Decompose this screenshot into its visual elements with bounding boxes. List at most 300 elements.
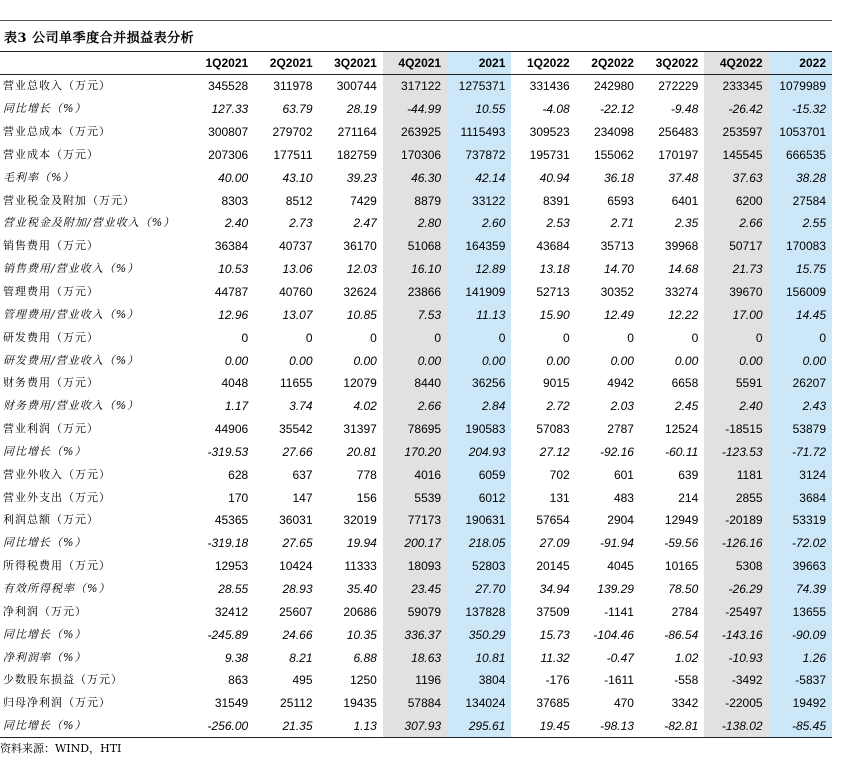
value-cell: 345528 bbox=[208, 79, 249, 94]
value-cell: 3684 bbox=[769, 486, 832, 509]
row-label: 营业税金及附加/营业收入（%） bbox=[3, 216, 176, 230]
value-cell: 28.55 bbox=[218, 581, 249, 596]
value-cell: 182759 bbox=[336, 147, 377, 162]
value-cell: -60.11 bbox=[665, 444, 699, 459]
value-cell: 147 bbox=[292, 490, 313, 505]
value-cell: -10.93 bbox=[704, 646, 768, 669]
value-cell: 63.79 bbox=[282, 102, 313, 117]
table-row bbox=[0, 623, 832, 646]
value-cell: 12079 bbox=[343, 376, 377, 391]
col-header-3q2022: 3Q2022 bbox=[640, 52, 704, 75]
value-cell: 1.02 bbox=[674, 650, 699, 665]
value-cell: 17.00 bbox=[704, 303, 768, 326]
value-cell: -15.32 bbox=[769, 98, 832, 121]
value-cell: 32019 bbox=[343, 513, 377, 528]
row-label: 有效所得税率（%） bbox=[3, 581, 111, 595]
value-cell: 2.80 bbox=[383, 212, 447, 235]
value-cell: 0 bbox=[563, 330, 570, 345]
value-cell: -85.45 bbox=[769, 715, 832, 738]
table-row bbox=[0, 98, 832, 121]
value-cell: 39670 bbox=[704, 281, 768, 304]
value-cell: 145545 bbox=[704, 144, 768, 167]
value-cell: 40.94 bbox=[539, 170, 570, 185]
table-row bbox=[0, 372, 832, 395]
value-cell: 170306 bbox=[383, 144, 447, 167]
value-cell: 32412 bbox=[214, 604, 249, 619]
value-cell: -104.46 bbox=[593, 627, 634, 642]
value-cell: 78695 bbox=[383, 418, 447, 441]
table-row bbox=[0, 212, 832, 235]
value-cell: 1.26 bbox=[769, 646, 832, 669]
value-cell: 272229 bbox=[658, 79, 699, 94]
value-cell: 2787 bbox=[607, 422, 634, 437]
value-cell: 43684 bbox=[536, 239, 570, 254]
value-cell: 2855 bbox=[704, 486, 768, 509]
value-cell: 24.66 bbox=[282, 627, 313, 642]
value-cell: 1079989 bbox=[769, 75, 832, 98]
value-cell: 242980 bbox=[593, 79, 634, 94]
value-cell: 35.40 bbox=[346, 581, 377, 596]
value-cell: 6401 bbox=[671, 193, 699, 208]
value-cell: 13.07 bbox=[282, 307, 313, 322]
table-row bbox=[0, 715, 832, 738]
value-cell: 2.47 bbox=[353, 216, 377, 231]
value-cell: 7.53 bbox=[383, 303, 447, 326]
value-cell: 3124 bbox=[769, 463, 832, 486]
value-cell: 37.48 bbox=[668, 170, 699, 185]
value-cell: 6593 bbox=[607, 193, 634, 208]
value-cell: 4048 bbox=[221, 376, 249, 391]
value-cell: 8.21 bbox=[289, 650, 313, 665]
row-label: 毛利率（%） bbox=[3, 170, 75, 184]
value-cell: 30352 bbox=[600, 285, 634, 300]
value-cell: 19492 bbox=[769, 692, 832, 715]
value-cell: 27.12 bbox=[539, 444, 570, 459]
value-cell: 26207 bbox=[769, 372, 832, 395]
value-cell: 77173 bbox=[383, 509, 447, 532]
value-cell: 0 bbox=[305, 330, 313, 345]
row-label: 营业利润（万元） bbox=[3, 422, 99, 436]
value-cell: 0.00 bbox=[447, 349, 511, 372]
value-cell: 495 bbox=[292, 673, 313, 688]
value-cell: 5308 bbox=[704, 555, 768, 578]
value-cell: -86.54 bbox=[664, 627, 699, 642]
value-cell: 2.43 bbox=[769, 395, 832, 418]
value-cell: 7429 bbox=[350, 193, 377, 208]
value-cell: 4942 bbox=[607, 376, 634, 391]
value-cell: 59079 bbox=[383, 600, 447, 623]
value-cell: 78.50 bbox=[668, 581, 699, 596]
value-cell: 9.38 bbox=[224, 650, 249, 665]
value-cell: 20.81 bbox=[346, 444, 377, 459]
value-cell: -256.00 bbox=[190, 715, 254, 738]
value-cell: 2.55 bbox=[769, 212, 832, 235]
value-cell: -123.53 bbox=[704, 441, 768, 464]
value-cell: 666535 bbox=[769, 144, 832, 167]
value-cell: 0.00 bbox=[769, 349, 832, 372]
value-cell: 234098 bbox=[593, 125, 634, 140]
value-cell: 18093 bbox=[383, 555, 447, 578]
income-statement-table bbox=[0, 51, 832, 738]
value-cell: 0 bbox=[447, 326, 511, 349]
value-cell: 336.37 bbox=[383, 623, 447, 646]
value-cell: 40.00 bbox=[218, 170, 249, 185]
value-cell: 8512 bbox=[285, 193, 313, 208]
row-label: 同比增长（%） bbox=[3, 444, 87, 458]
value-cell: 11655 bbox=[280, 376, 313, 391]
value-cell: 4.02 bbox=[353, 399, 377, 414]
table-row bbox=[0, 578, 832, 601]
value-cell: 43.10 bbox=[282, 170, 313, 185]
table-row bbox=[0, 281, 832, 304]
col-header-2021: 2021 bbox=[447, 52, 511, 75]
value-cell: 12.03 bbox=[346, 262, 377, 277]
value-cell: 16.10 bbox=[383, 258, 447, 281]
col-header-2q2021: 2Q2021 bbox=[254, 52, 318, 75]
value-cell: 15.73 bbox=[539, 627, 570, 642]
value-cell: 200.17 bbox=[383, 532, 447, 555]
value-cell: 12524 bbox=[664, 422, 699, 437]
value-cell: -44.99 bbox=[383, 98, 447, 121]
table-row bbox=[0, 600, 832, 623]
value-cell: -1141 bbox=[604, 604, 634, 619]
value-cell: -26.42 bbox=[704, 98, 768, 121]
value-cell: 5591 bbox=[704, 372, 768, 395]
value-cell: 2.40 bbox=[224, 216, 249, 231]
value-cell: 2.40 bbox=[704, 395, 768, 418]
value-cell: 46.30 bbox=[383, 166, 447, 189]
value-cell: -9.48 bbox=[670, 102, 699, 117]
value-cell: 0.00 bbox=[546, 353, 570, 368]
row-label: 营业总成本（万元） bbox=[3, 125, 111, 139]
col-header-1q2021: 1Q2021 bbox=[190, 52, 254, 75]
value-cell: -319.18 bbox=[207, 536, 249, 551]
value-cell: 19.94 bbox=[346, 536, 377, 551]
value-cell: 10.35 bbox=[346, 627, 377, 642]
row-label: 财务费用（万元） bbox=[3, 376, 99, 390]
value-cell: -90.09 bbox=[769, 623, 832, 646]
value-cell: -92.16 bbox=[599, 444, 634, 459]
value-cell: 57884 bbox=[383, 692, 447, 715]
value-cell: 628 bbox=[228, 467, 249, 482]
value-cell: 256483 bbox=[658, 125, 699, 140]
value-cell: 0.00 bbox=[353, 353, 377, 368]
value-cell: 233345 bbox=[704, 75, 768, 98]
value-cell: 27.70 bbox=[447, 578, 511, 601]
row-label: 同比增长（%） bbox=[3, 102, 87, 116]
row-label: 销售费用（万元） bbox=[3, 239, 99, 253]
value-cell: 31397 bbox=[343, 422, 377, 437]
value-cell: 311978 bbox=[273, 79, 313, 94]
row-label: 研发费用/营业收入（%） bbox=[3, 353, 140, 367]
row-label: 所得税费用（万元） bbox=[3, 559, 111, 573]
value-cell: 8879 bbox=[383, 189, 447, 212]
value-cell: -82.81 bbox=[640, 715, 704, 738]
value-cell: 156 bbox=[356, 490, 377, 505]
table-row bbox=[0, 75, 832, 98]
value-cell: 170 bbox=[228, 490, 249, 505]
value-cell: 0.00 bbox=[224, 353, 249, 368]
value-cell: 2784 bbox=[671, 604, 699, 619]
value-cell: 19435 bbox=[343, 696, 377, 711]
value-cell: 177511 bbox=[273, 147, 313, 162]
value-cell: 35542 bbox=[279, 422, 313, 437]
value-cell: 2.66 bbox=[383, 395, 447, 418]
col-header-4q2021: 4Q2021 bbox=[383, 52, 447, 75]
value-cell: -319.53 bbox=[207, 444, 249, 459]
value-cell: -71.72 bbox=[769, 441, 832, 464]
value-cell: 2.53 bbox=[546, 216, 570, 231]
value-cell: 1275371 bbox=[447, 75, 511, 98]
value-cell: -22005 bbox=[704, 692, 768, 715]
value-cell: 10.55 bbox=[447, 98, 511, 121]
value-cell: 12.49 bbox=[603, 307, 634, 322]
value-cell: 36384 bbox=[214, 239, 249, 254]
value-cell: 6012 bbox=[447, 486, 511, 509]
value-cell: 702 bbox=[549, 467, 570, 482]
col-header-3q2021: 3Q2021 bbox=[319, 52, 383, 75]
col-header-2022: 2022 bbox=[769, 52, 832, 75]
value-cell: 483 bbox=[613, 490, 634, 505]
table-row bbox=[0, 395, 832, 418]
row-label: 同比增长（%） bbox=[3, 627, 87, 641]
value-cell: 309523 bbox=[529, 125, 570, 140]
value-cell: 307.93 bbox=[383, 715, 447, 738]
table-row bbox=[0, 189, 832, 212]
value-cell: 27.65 bbox=[282, 536, 313, 551]
col-header-2q2022: 2Q2022 bbox=[576, 52, 640, 75]
table-row bbox=[0, 509, 832, 532]
value-cell: 52803 bbox=[447, 555, 511, 578]
value-cell: 39663 bbox=[769, 555, 832, 578]
value-cell: 11.32 bbox=[540, 650, 570, 665]
value-cell: -91.94 bbox=[599, 536, 634, 551]
value-cell: 0 bbox=[241, 330, 249, 345]
col-header-1q2022: 1Q2022 bbox=[511, 52, 575, 75]
value-cell: 137828 bbox=[447, 600, 511, 623]
value-cell: 13655 bbox=[769, 600, 832, 623]
value-cell: -126.16 bbox=[704, 532, 768, 555]
value-cell: 28.93 bbox=[282, 581, 313, 596]
value-cell: 8391 bbox=[542, 193, 570, 208]
value-cell: 18.63 bbox=[383, 646, 447, 669]
value-cell: -176 bbox=[545, 673, 570, 688]
value-cell: 12953 bbox=[214, 559, 249, 574]
value-cell: 14.70 bbox=[603, 262, 634, 277]
value-cell: 131 bbox=[549, 490, 570, 505]
table-row bbox=[0, 121, 832, 144]
value-cell: 164359 bbox=[447, 235, 511, 258]
table-row bbox=[0, 463, 832, 486]
value-cell: 33122 bbox=[447, 189, 511, 212]
value-cell: 15.75 bbox=[769, 258, 832, 281]
value-cell: 2.73 bbox=[289, 216, 313, 231]
value-cell: 10.85 bbox=[346, 307, 377, 322]
value-cell: 737872 bbox=[447, 144, 511, 167]
value-cell: 3.74 bbox=[289, 399, 313, 414]
value-cell: 190631 bbox=[447, 509, 511, 532]
value-cell: 2.35 bbox=[674, 216, 699, 231]
value-cell: 470 bbox=[613, 696, 634, 711]
value-cell: -0.47 bbox=[606, 650, 634, 665]
value-cell: -26.29 bbox=[704, 578, 768, 601]
value-cell: 44787 bbox=[214, 285, 249, 300]
row-label: 营业外收入（万元） bbox=[3, 467, 111, 481]
value-cell: 9015 bbox=[542, 376, 570, 391]
value-cell: 0.00 bbox=[383, 349, 447, 372]
value-cell: -4.08 bbox=[542, 102, 570, 117]
value-cell: 2.66 bbox=[704, 212, 768, 235]
value-cell: 279702 bbox=[272, 125, 313, 140]
value-cell: 2.45 bbox=[674, 399, 699, 414]
value-cell: 33274 bbox=[664, 285, 699, 300]
value-cell: -59.56 bbox=[664, 536, 699, 551]
table-row bbox=[0, 418, 832, 441]
value-cell: 6200 bbox=[704, 189, 768, 212]
value-cell: 8303 bbox=[221, 193, 249, 208]
value-cell: -72.02 bbox=[769, 532, 832, 555]
value-cell: 19.45 bbox=[511, 715, 575, 738]
value-cell: 263925 bbox=[383, 121, 447, 144]
row-label: 净利润率（%） bbox=[3, 650, 87, 664]
table-row bbox=[0, 555, 832, 578]
row-label: 净利润（万元） bbox=[3, 604, 87, 618]
header-label-cell bbox=[0, 52, 190, 75]
value-cell: 53319 bbox=[769, 509, 832, 532]
table-row bbox=[0, 486, 832, 509]
value-cell: 44906 bbox=[214, 422, 249, 437]
table-row bbox=[0, 326, 832, 349]
value-cell: 14.68 bbox=[668, 262, 699, 277]
value-cell: 139.29 bbox=[597, 581, 634, 596]
row-label: 营业外支出（万元） bbox=[3, 490, 111, 504]
table-row bbox=[0, 349, 832, 372]
value-cell: 1.13 bbox=[319, 715, 383, 738]
value-cell: 20686 bbox=[343, 604, 377, 619]
col-header-4q2022: 4Q2022 bbox=[704, 52, 768, 75]
value-cell: 21.73 bbox=[704, 258, 768, 281]
value-cell: 74.39 bbox=[769, 578, 832, 601]
value-cell: 21.35 bbox=[254, 715, 318, 738]
value-cell: 2.72 bbox=[546, 399, 570, 414]
value-cell: 141909 bbox=[447, 281, 511, 304]
value-cell: 11333 bbox=[344, 559, 377, 574]
value-cell: 863 bbox=[228, 673, 249, 688]
value-cell: 12.22 bbox=[668, 307, 699, 322]
value-cell: 12949 bbox=[664, 513, 699, 528]
value-cell: -143.16 bbox=[704, 623, 768, 646]
table-row bbox=[0, 258, 832, 281]
value-cell: 0.00 bbox=[610, 353, 634, 368]
value-cell: 1181 bbox=[704, 463, 768, 486]
table-row bbox=[0, 303, 832, 326]
value-cell: 12.89 bbox=[447, 258, 511, 281]
table-row bbox=[0, 669, 832, 692]
value-cell: 0 bbox=[704, 326, 768, 349]
value-cell: 12.96 bbox=[218, 307, 249, 322]
value-cell: 36031 bbox=[279, 513, 313, 528]
value-cell: 2.03 bbox=[610, 399, 634, 414]
value-cell: 34.94 bbox=[539, 581, 570, 596]
value-cell: 127.33 bbox=[211, 102, 249, 117]
value-cell: 13.06 bbox=[282, 262, 313, 277]
value-cell: 2.60 bbox=[447, 212, 511, 235]
value-cell: 601 bbox=[613, 467, 634, 482]
value-cell: 27.09 bbox=[539, 536, 570, 551]
value-cell: 23.45 bbox=[383, 578, 447, 601]
value-cell: 1.17 bbox=[224, 399, 249, 414]
value-cell: -25497 bbox=[704, 600, 768, 623]
row-label: 财务费用/营业收入（%） bbox=[3, 399, 140, 413]
top-rule bbox=[0, 20, 832, 21]
row-label: 营业成本（万元） bbox=[3, 147, 99, 161]
value-cell: 190583 bbox=[447, 418, 511, 441]
row-label: 同比增长（%） bbox=[3, 536, 87, 550]
value-cell: 1115493 bbox=[447, 121, 511, 144]
value-cell: 39.23 bbox=[346, 170, 377, 185]
value-cell: 51068 bbox=[383, 235, 447, 258]
value-cell: -138.02 bbox=[704, 715, 768, 738]
row-label: 归母净利润（万元） bbox=[3, 696, 111, 710]
value-cell: 11.13 bbox=[447, 303, 511, 326]
value-cell: 3804 bbox=[447, 669, 511, 692]
value-cell: 13.18 bbox=[539, 262, 570, 277]
value-cell: 31549 bbox=[214, 696, 249, 711]
value-cell: 45365 bbox=[214, 513, 249, 528]
value-cell: 23866 bbox=[383, 281, 447, 304]
value-cell: 317122 bbox=[383, 75, 447, 98]
value-cell: -1611 bbox=[604, 673, 634, 688]
row-label: 管理费用（万元） bbox=[3, 285, 99, 299]
value-cell: 195731 bbox=[529, 147, 570, 162]
row-label: 少数股东损益（万元） bbox=[3, 673, 123, 687]
value-cell: 295.61 bbox=[447, 715, 511, 738]
value-cell: 204.93 bbox=[447, 441, 511, 464]
value-cell: 36256 bbox=[447, 372, 511, 395]
value-cell: 2.71 bbox=[610, 216, 634, 231]
value-cell: 170083 bbox=[769, 235, 832, 258]
value-cell: 2.84 bbox=[447, 395, 511, 418]
row-label: 管理费用/营业收入（%） bbox=[3, 307, 140, 321]
value-cell: 0 bbox=[383, 326, 447, 349]
table-row bbox=[0, 532, 832, 555]
value-cell: 4045 bbox=[607, 559, 634, 574]
value-cell: 0.00 bbox=[289, 353, 313, 368]
value-cell: 27584 bbox=[769, 189, 832, 212]
value-cell: 156009 bbox=[769, 281, 832, 304]
row-label: 营业总收入（万元） bbox=[3, 79, 111, 93]
value-cell: 39968 bbox=[664, 239, 699, 254]
value-cell: -245.89 bbox=[207, 627, 249, 642]
table-row bbox=[0, 692, 832, 715]
value-cell: 8440 bbox=[383, 372, 447, 395]
value-cell: 0 bbox=[691, 330, 699, 345]
value-cell: 1250 bbox=[350, 673, 377, 688]
table-title: 表3 公司单季度合并损益表分析 bbox=[4, 31, 195, 46]
value-cell: 36.18 bbox=[603, 170, 634, 185]
value-cell: 25607 bbox=[279, 604, 313, 619]
value-cell: -3492 bbox=[704, 669, 768, 692]
table-row bbox=[0, 144, 832, 167]
value-cell: 155062 bbox=[593, 147, 634, 162]
value-cell: 37.63 bbox=[704, 166, 768, 189]
value-cell: 350.29 bbox=[447, 623, 511, 646]
value-cell: 170197 bbox=[658, 147, 699, 162]
value-cell: 1053701 bbox=[769, 121, 832, 144]
row-label: 销售费用/营业收入（%） bbox=[3, 262, 140, 276]
source-note: 资料来源：WIND，HTI bbox=[0, 742, 122, 755]
value-cell: 10165 bbox=[664, 559, 699, 574]
